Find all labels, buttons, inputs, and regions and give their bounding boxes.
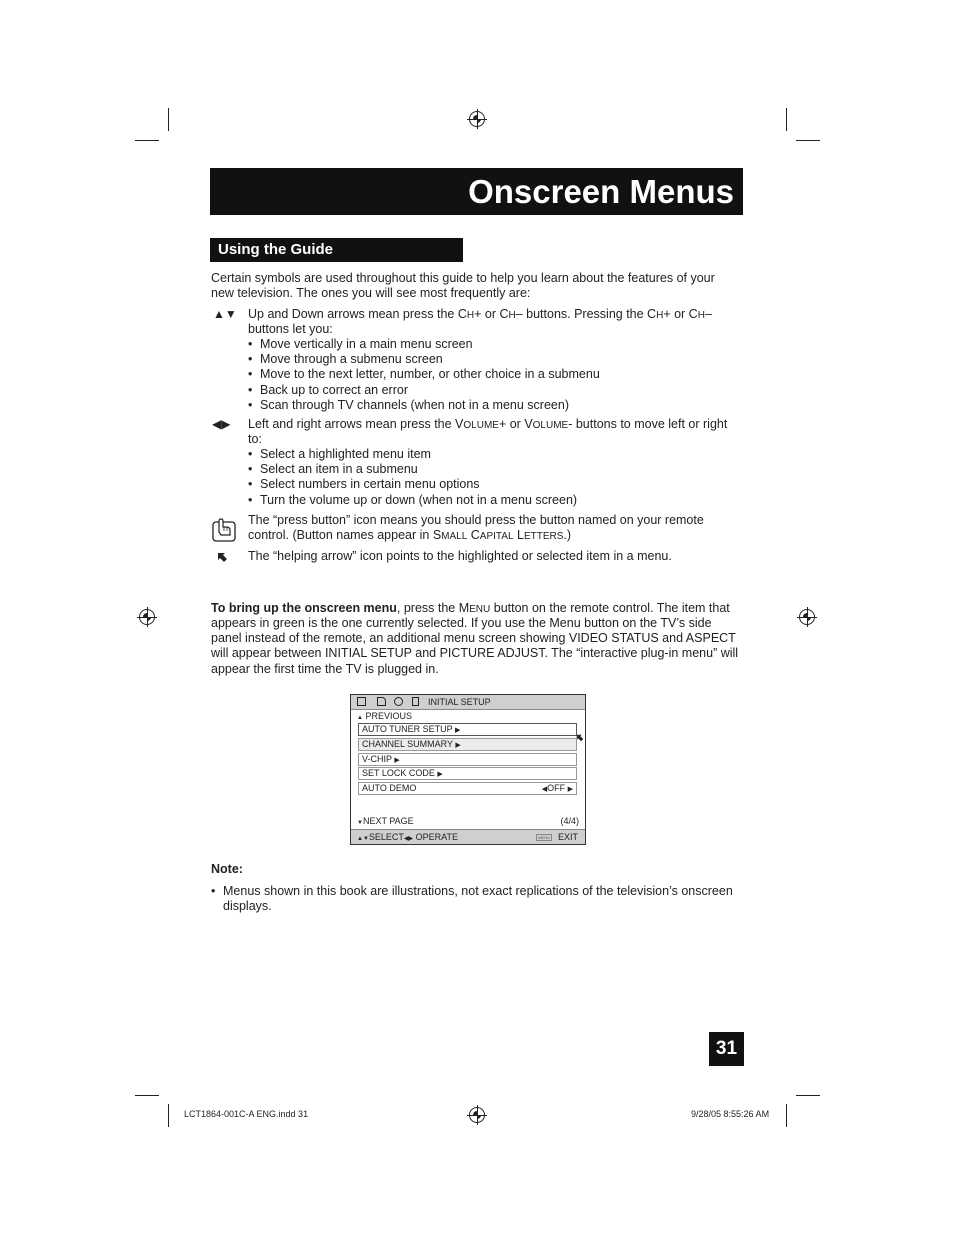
menu-bottom-bar — [351, 829, 585, 844]
triangle-right-icon: ▶ — [455, 727, 461, 734]
sound-tab-icon — [377, 697, 386, 706]
updown-bullet-list — [248, 337, 600, 413]
section-heading: Using the Guide — [218, 241, 334, 258]
list-item: • Move through a submenu screen — [248, 352, 600, 367]
left-right-arrows-icon: ◀▶ — [403, 836, 414, 842]
up-down-arrows-icon: ▲▼ — [357, 836, 369, 842]
note-text-line2: displays. — [223, 899, 272, 913]
auto-demo-value: ◀OFF ▶ — [541, 783, 573, 793]
triangle-down-icon: ▼ — [357, 820, 363, 826]
registration-mark-icon — [469, 1107, 485, 1123]
menu-item-set-lock-code: SET LOCK CODE ▶ — [358, 767, 577, 780]
menu-button-icon: MENU — [538, 835, 550, 840]
clock-tab-icon — [394, 697, 403, 706]
menu-item-auto-tuner-setup: AUTO TUNER SETUP ▶ — [358, 723, 577, 736]
footer-filename: LCT1864-001C-A ENG.indd 31 — [184, 1109, 309, 1119]
bringup-text-line: appear the first time the TV is plugged in. — [211, 662, 439, 676]
list-item: • Back up to correct an error — [248, 383, 600, 398]
intro-paragraph: Certain symbols are used throughout this guide to help you learn about the features of your new television. The ones you will see most frequently are: — [211, 271, 715, 301]
list-item: • Select a highlighted menu item — [248, 447, 577, 462]
triangle-right-icon: ▶ — [394, 757, 400, 764]
list-item: • Move vertically in a main menu screen — [248, 337, 600, 352]
menu-item-auto-demo: AUTO DEMO ◀OFF ▶ — [358, 782, 577, 795]
bringup-text-line: appears in green is the one currently selected. If you use the Menu button on the TV’s side — [211, 616, 712, 630]
menu-item-channel-summary: CHANNEL SUMMARY ▶ — [358, 738, 577, 751]
page-title: Onscreen Menus — [468, 173, 734, 210]
menu-page-indicator: (4/4) — [560, 816, 579, 826]
menu-top-bar — [351, 695, 585, 710]
triangle-left-icon: ◀ — [541, 786, 548, 793]
onscreen-menu-illustration — [350, 694, 586, 845]
lock-tab-icon — [412, 697, 419, 706]
picture-tab-icon — [357, 697, 366, 706]
registration-mark-icon — [799, 609, 815, 625]
helping-arrow-icon — [576, 734, 584, 744]
list-item: • Scan through TV channels (when not in a menu screen) — [248, 398, 600, 413]
helping-arrow-text: The “helping arrow” icon points to the highlighted or selected item in a menu. — [248, 549, 672, 563]
list-item: • Move to the next letter, number, or other choice in a submenu — [248, 367, 600, 382]
up-down-arrows-icon: ▲▼ — [213, 307, 237, 321]
list-item: • Turn the volume up or down (when not in a menu screen) — [248, 493, 577, 508]
updown-text-line: Up and Down arrows mean press the CH+ or CH– buttons. Pressing the CH+ or CH– — [248, 307, 712, 321]
menu-select-hint: ▲▼SELECT◀▶ OPERATE — [357, 832, 458, 842]
menu-item-v-chip: V-CHIP ▶ — [358, 753, 577, 766]
page-number: 31 — [709, 1032, 744, 1066]
leftright-text-line2: to: — [248, 432, 262, 446]
triangle-right-icon: ▶ — [437, 771, 443, 778]
leftright-bullet-list — [248, 447, 577, 508]
menu-title: INITIAL SETUP — [428, 697, 491, 707]
page-title-bar — [210, 168, 743, 215]
note-bullet: • — [211, 884, 216, 898]
press-text-line: The “press button” icon means you should press the button named on your remote — [248, 513, 704, 527]
menu-exit-hint: EXIT — [557, 832, 578, 842]
section-heading-bar — [210, 238, 463, 262]
bringup-text-line: will appear between INITIAL SETUP and PICTURE ADJUST. The “interactive plug-in menu” will — [211, 646, 739, 660]
triangle-right-icon: ▶ — [567, 786, 573, 793]
leftright-text-line: Left and right arrows mean press the VOLUME+ or VOLUME- buttons to move left or right — [248, 417, 728, 431]
bringup-text-line: To bring up the onscreen menu, press the MENU button on the remote control. The item that — [211, 601, 730, 615]
menu-next-page: ▼NEXT PAGE — [357, 816, 414, 826]
registration-mark-icon — [469, 111, 485, 127]
registration-mark-icon — [139, 609, 155, 625]
bringup-text-line: panel instead of the remote, an additional menu screen showing VIDEO STATUS and ASPECT — [211, 631, 736, 645]
press-button-icon — [212, 516, 236, 547]
press-text-line2: control. (Button names appear in SMALL CAPITAL LETTERS.) — [248, 528, 572, 542]
updown-text-line2: buttons let you: — [248, 322, 333, 336]
triangle-up-icon: ▲ — [357, 715, 363, 721]
note-text-line: Menus shown in this book are illustrations, not exact replications of the television’s onscreen — [223, 884, 733, 898]
helping-arrow-icon — [217, 550, 228, 568]
menu-previous: ▲ PREVIOUS — [357, 711, 412, 721]
note-label: Note: — [211, 862, 243, 876]
left-right-arrows-icon: ◀▶ — [212, 417, 231, 431]
triangle-right-icon: ▶ — [455, 742, 461, 749]
list-item: • Select an item in a submenu — [248, 462, 577, 477]
footer-timestamp: 9/28/05 8:55:26 AM — [691, 1109, 770, 1119]
list-item: • Select numbers in certain menu options — [248, 477, 577, 492]
